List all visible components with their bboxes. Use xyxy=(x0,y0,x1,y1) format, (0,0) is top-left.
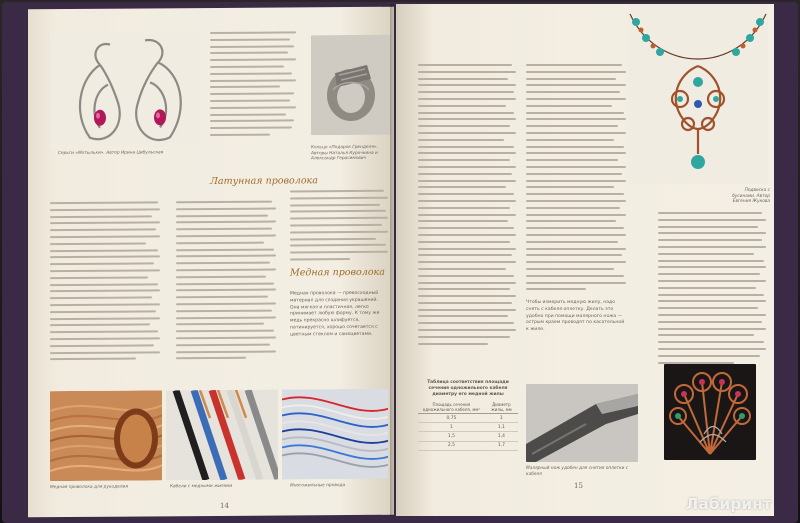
table-header-diameter: Диаметр жилы, мм xyxy=(485,401,518,414)
page-number-right: 15 xyxy=(574,482,583,490)
text-column-2 xyxy=(176,201,276,365)
table-row: 1,5 1,4 xyxy=(418,432,518,441)
ring-photo xyxy=(311,35,391,136)
page-number-left: 14 xyxy=(220,501,229,510)
text-column-b xyxy=(526,64,626,295)
caption-earrings: Серьги «Мотыльки». Автор Ирина Цибульская xyxy=(58,150,164,157)
text-column-1 xyxy=(50,201,162,365)
wire-gauge-table xyxy=(418,380,518,451)
text-column-a xyxy=(418,64,516,349)
knife-photo xyxy=(526,384,638,462)
necklace-photo xyxy=(628,4,768,184)
caption-necklace: Подвеска с бусинами. Автор Евгения Жукова xyxy=(732,188,770,205)
caption-ring: Кольцо «Подарок Гренделя». Авторы Наталья Курочкина и Александр Герасимович xyxy=(311,144,378,162)
table-row: 0,75 1 xyxy=(418,414,518,423)
table-row: 2,5 1,7 xyxy=(418,441,518,450)
text-copper-intro: Медная проволока — превосходный материал для создания украшений. Она мягкая и пластичная, легко принимает любую форму. К тому же медь прекрасно шлифуется, патинируется, хорошо сочетается с цветным стеклом и самоцветами. xyxy=(290,290,380,338)
text-column-c xyxy=(658,212,766,368)
cables-photo xyxy=(166,390,278,481)
right-page xyxy=(396,4,774,516)
labirint-watermark: Лабиринт xyxy=(685,495,772,513)
table-header-area: Площадь сечения одножильного кабеля, мм² xyxy=(418,401,485,414)
text-column-3-top xyxy=(290,190,388,265)
copper-spool-photo xyxy=(50,390,162,481)
caption-colored-wires: Многожильные провода xyxy=(290,483,346,489)
caption-knife: Малярный нож удобен для снятия оплетки с кабеля xyxy=(526,466,629,477)
caption-cables: Кабели с медными жилами xyxy=(170,483,233,490)
caption-copper-spool: Медная проволока для рукоделия xyxy=(50,484,128,491)
table-body xyxy=(418,401,518,451)
table-row: 1 1,1 xyxy=(418,423,518,432)
table-title: Таблица соответствия площади сечения одножильного кабеля диаметру его медной жилы xyxy=(427,380,509,397)
left-page xyxy=(28,7,394,518)
earrings-photo xyxy=(50,32,200,148)
heading-brass-wire: Латунная проволока xyxy=(210,175,318,188)
colored-wires-photo xyxy=(282,389,388,480)
text-measure-wire: Чтобы измерить медную жилу, надо снять с кабеля оплетку. Делать это удобно при помощи малярного ножа — острым краем проводят по касательной к жиле. xyxy=(526,300,625,333)
text-block-top xyxy=(210,31,298,140)
peacock-wire-photo xyxy=(664,364,756,460)
heading-copper-wire: Медная проволока xyxy=(290,266,385,279)
